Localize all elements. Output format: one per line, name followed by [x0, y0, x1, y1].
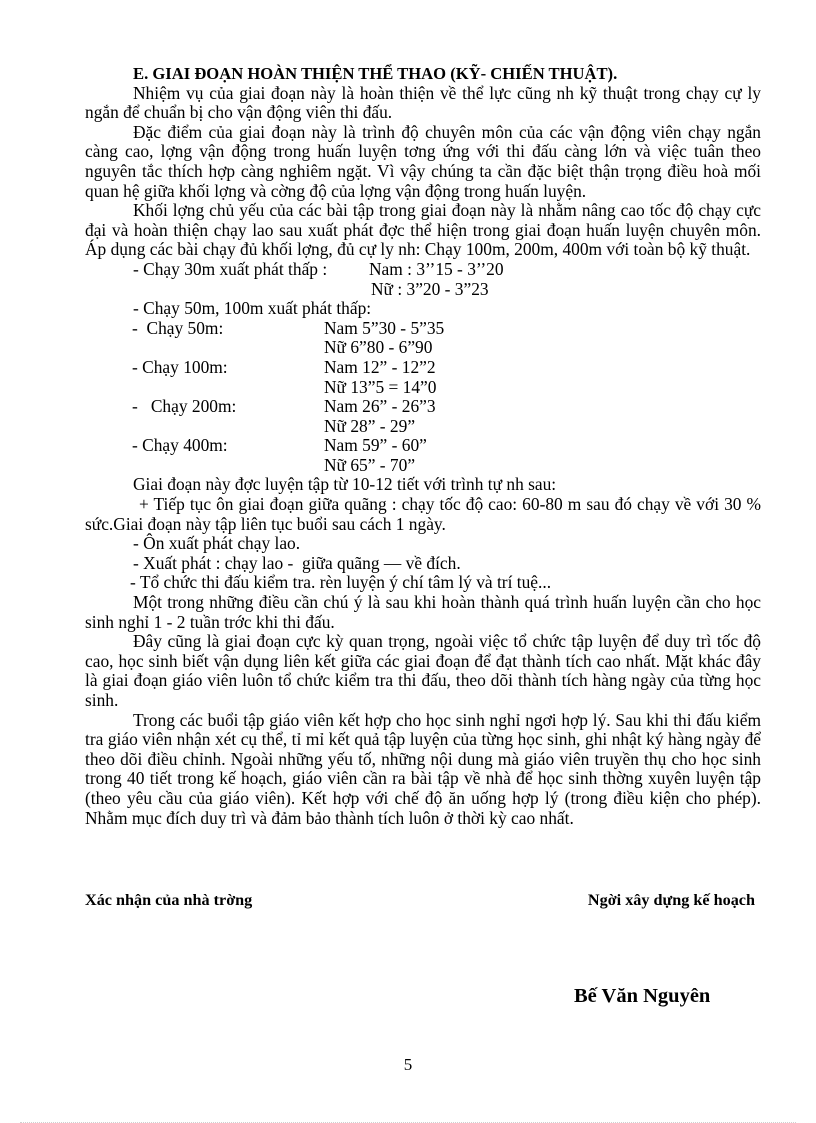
run-row [85, 456, 761, 476]
run-male-time: Nam 59” - 60” [324, 435, 427, 456]
volume-paragraph: Khối lợng chủ yếu của các bài tập trong giai đoạn này là nhằm nâng cao tốc độ chạy cực đại và hoàn thiện chạy lao sau xuất phát đợc thể hiện trong giai đoạn huấn luyện chuyên môn. Áp dụng các bài chạy đủ khối lợng, đủ cự ly nh: Chạy 100m, 200m, 400m với toàn bộ kỹ thuật. [85, 200, 761, 260]
run-row [85, 358, 761, 378]
plan-author-label: Ngời xây dựng kế hoạch [587, 891, 755, 909]
run-times-table [85, 319, 761, 476]
run30-label: - Chạy 30m xuất phát thấp : [133, 258, 328, 279]
closing-paragraph-3: Trong các buổi tập giáo viên kết hợp cho học sinh nghỉ ngơi hợp lý. Sau khi thi đấu kiểm tra giáo viên nhận xét cụ thể, tỉ mỉ kết quả tập luyện của từng học sinh, ghi nhật ký hàng ngày để theo dõi điều chỉnh. Ngoài những yếu tố, những nội dung mà giáo viên truyền thụ cho học sinh trong 40 tiết trong kế hoạch, giáo viên cần ra bài tập về nhà để học sinh thờng xuyên luyện tập (theo yêu cầu của giáo viên). Kết hợp với chế độ ăn uống hợp lý (trong điều kiện cho phép). Nhằm mục đích duy trì và đảm bảo thành tích luôn ở thời kỳ cao nhất. [85, 709, 761, 828]
training-intro: Giai đoạn này đợc luyện tập từ 10-12 tiết với trình tự nh sau: [133, 474, 557, 495]
run-row [85, 378, 761, 398]
run-label: - Chạy 400m: [132, 435, 228, 456]
run30-male: Nam : 3’’15 - 3’’20 [369, 258, 504, 279]
training-step-4: - Tổ chức thi đấu kiểm tra. rèn luyện ý chí tâm lý và trí tuệ... [130, 572, 552, 593]
run-female-time: Nữ 65” - 70” [324, 454, 416, 475]
run30-block [85, 260, 761, 299]
run-male-time: Nam 12” - 12”2 [324, 356, 436, 377]
document-body [85, 64, 761, 828]
run-row [85, 417, 761, 437]
run-label: - Chạy 200m: [132, 396, 237, 417]
closing-paragraph-2: Đây cũng là giai đoạn cực kỳ quan trọng, ngoài việc tổ chức tập luyện để duy trì tốc độ cao, học sinh biết vận dụng liên kết giữa các giai đoạn để đạt thành tích cao nhất. Mặt khác đây là giai đoạn giáo viên luôn tổ chức kiểm tra thi đấu, theo dõi thành tích hàng ngày của từng học sinh. [85, 631, 761, 710]
run-male-time: Nam 5”30 - 5”35 [324, 317, 445, 338]
run-female-time: Nữ 13”5 = 14”0 [324, 376, 437, 397]
training-step-2: - Ôn xuất phát chạy lao. [133, 533, 301, 554]
training-step-1: + Tiếp tục ôn giai đoạn giữa quãng : chạy tốc độ cao: 60-80 m sau đó chạy về với 30 % sức.Giai đoạn này tập liên tục buổi sau cách 1 ngày. [85, 494, 761, 534]
run-row [85, 436, 761, 456]
run-female-time: Nữ 28” - 29” [324, 415, 416, 436]
section-heading: E. GIAI ĐOẠN HOÀN THIỆN THỂ THAO (KỸ- CHIẾN THUẬT). [133, 64, 618, 83]
page-number: 5 [403, 1055, 413, 1074]
school-confirmation-label: Xác nhận của nhà trờng [85, 891, 253, 909]
signature-row [85, 891, 761, 910]
run-male-time: Nam 26” - 26”3 [324, 396, 436, 417]
run50-100-header: - Chạy 50m, 100m xuất phát thấp: [133, 298, 372, 319]
closing-paragraph-1: Một trong những điều cần chú ý là sau khi hoàn thành quá trình huấn luyện cần cho học sinh nghỉ 1 - 2 tuần trớc khi thi đấu. [85, 592, 761, 632]
features-paragraph: Đặc điểm của giai đoạn này là trình độ chuyên môn của các vận động viên chạy ngắn càng cao, lợng vận động trong huấn luyện tơng ứng với thi đấu càng lớn và việc tuân theo nguyên tắc thích hợp càng nghiêm ngặt. Vì vậy chúng ta cần đặc biệt thận trọng điều hoà mối quan hệ giữa khối lợng và cờng độ của lợng vận động trong huấn luyện. [85, 121, 761, 201]
signer-name: Bế Văn Nguyên [574, 985, 711, 1007]
run-label: - Chạy 100m: [132, 356, 228, 377]
run-label: - Chạy 50m: [132, 317, 224, 338]
run-row [85, 319, 761, 339]
run30-female: Nữ : 3”20 - 3”23 [371, 278, 489, 299]
training-step-3: - Xuất phát : chạy lao - giữa quãng — về đích. [133, 552, 461, 573]
run-female-time: Nữ 6”80 - 6”90 [324, 337, 433, 358]
run-row [85, 397, 761, 417]
run-row [85, 338, 761, 358]
intro-paragraph: Nhiệm vụ của giai đoạn này là hoàn thiện về thể lực cũng nh kỹ thuật trong chạy cự ly ngắn để chuẩn bị cho vận động viên thi đấu. [85, 82, 761, 123]
